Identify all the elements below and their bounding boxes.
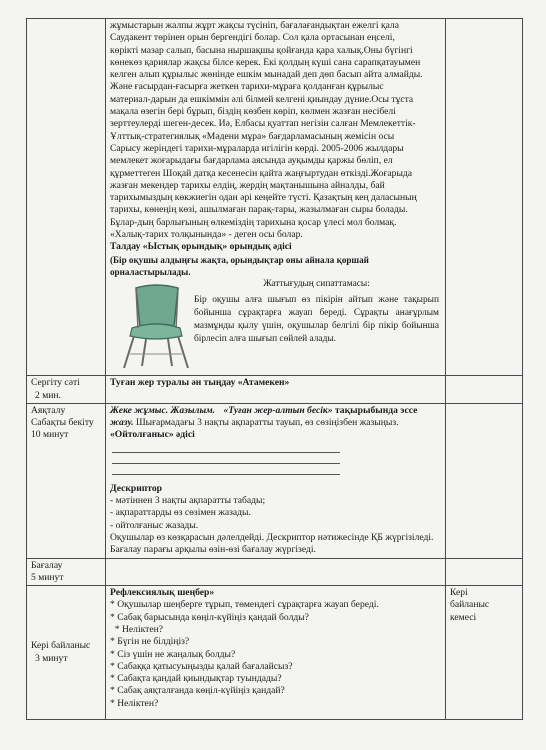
descriptor-item: - ойтолғаныс жазады.	[110, 519, 199, 531]
answer-line	[112, 442, 340, 453]
intro-line: көрікті мазар салып, басына ныршақшы қойғанда қара халық.Оны бүгінгі	[110, 44, 413, 56]
feedback-item: * Сабақта қандай қиындықтар туындады?	[110, 673, 282, 685]
task-line2-prefix: жазу.	[110, 417, 134, 429]
resource-cell-empty	[446, 376, 523, 404]
table-row-bagalau	[27, 558, 523, 586]
intro-paragraph	[110, 20, 441, 241]
resource-cell-empty	[446, 19, 523, 376]
stage-feedback	[27, 586, 106, 720]
stage-label: Сергіту сәті	[31, 377, 80, 389]
task-suffix: тақырыбында эссе	[334, 404, 418, 416]
intro-line: Ұлттық-стратегиялық «Мәдени мұра» бағдарламасының жемісін осы	[110, 130, 395, 142]
feedback-items	[110, 599, 441, 710]
feedback-content	[106, 586, 446, 720]
stage-bagalau	[27, 558, 106, 586]
intro-line: зерттеулерді шеген-десек. Иә, Елбасы қуаттап негізін салған Мемлекеттік-	[110, 118, 416, 130]
method-title: «Ойтолғаныс» әдісі	[110, 429, 195, 441]
resource-cell-empty	[446, 558, 523, 586]
table-row-feedback	[27, 586, 523, 720]
descriptor-item: - ақпараттарды өз сөзімен жазады.	[110, 507, 251, 519]
stage-label: Аяқталу	[31, 404, 66, 416]
stage-label: Кері байланыс	[31, 640, 91, 652]
intro-line: мемлекет жоғарыдағы бағдарлама аясында ауқымды қаржы бөліп, ел	[110, 155, 393, 167]
stage-time: 5 минут	[31, 571, 64, 583]
intro-line: жұмыстарын жалпы жұрт жақсы түсініп, бағалағандықтан ежелгі қала	[110, 20, 399, 31]
table-row-reading	[27, 19, 523, 376]
intro-line: «Халық-тарих толқынында» - деген осы болар.	[110, 229, 303, 241]
feedback-item: * Неліктен?	[110, 623, 164, 635]
table-row-sergitu	[27, 376, 523, 404]
aqtalu-content	[106, 403, 446, 558]
intro-line: материал-дарын да ешкіммін әлі білмей келгені қиындау дүние.Осы тұста	[110, 93, 414, 105]
feedback-item: * Сабаққа қатысуыңызды қалай бағалайсыз?	[110, 660, 293, 672]
taldau-sub: (Бір оқушы алдыңғы жақта, орындықтар оны айнала қоршай орналастырылады.	[110, 254, 369, 277]
intro-line: құрметтеген Шоқай датқа кесенесін қайта жаңғыртудан өткізді.Жоғарыда	[110, 167, 413, 179]
resource-label: кемесі	[450, 611, 477, 623]
reading-content	[106, 19, 446, 376]
intro-line: келген алып құрылыс жөнінде ешкім мынадай деп дөп басып айта алмайды.	[110, 69, 423, 81]
feedback-item: * Сабақ барысында көңіл-күйіңіз қандай болды?	[110, 611, 309, 623]
stage-time: 3 минут	[35, 652, 68, 664]
stage-cell-empty	[27, 19, 106, 376]
intro-line: тарихымыздың көкжиегін одан әрі кеңейте түсті. Қазақтың кең даласының	[110, 192, 417, 204]
feedback-item: * Оқушылар шеңберге тұрып, төмендегі сұрақтарға жауап береді.	[110, 599, 379, 611]
lesson-plan-table	[26, 18, 523, 720]
exercise-header: Жаттығудың сипаттамасы:	[263, 279, 370, 290]
resource-feedback	[446, 586, 523, 720]
stage-time: 2 мин.	[35, 389, 61, 401]
descriptor-item: - мәтіннен 3 нақты ақпаратты табады;	[110, 495, 266, 507]
table-row-aqtalu	[27, 403, 523, 558]
exercise-text: Бір оқушы алға шығып өз пікірін айтып және тақырып бойынша сұрақтарға жауап береді. Сұрақты анағұрлым мазмұнды қылу үшін, оқушылар белгілі бір пікір бойынша бірлесіп алға шығып сөйлей алады.	[194, 295, 439, 345]
task-line2: Шығармадағы 3 нақты ақпаратты тауып, өз сөзіңізбен жазыңыз.	[133, 417, 399, 429]
answer-line	[112, 464, 340, 475]
intro-line: Саудакент төрінен орын бергендігі болар. Сол қала ортасынан еңселі,	[110, 32, 395, 44]
task-prefix: Жеке жұмыс. Жазылым.	[110, 404, 216, 416]
stage-label: Бағалау	[31, 559, 63, 571]
taldau-title: Талдау «Ыстық орындық» орындық әдісі	[110, 241, 292, 253]
feedback-item: * Неліктен?	[110, 697, 159, 709]
feedback-title: Рефлексиялық шеңбер»	[110, 587, 215, 599]
intro-line: Және ғасырдан-ғасырға жеткен тарихи-мұраға қолданған құрылыс	[110, 81, 384, 93]
descriptor-title: Дескриптор	[110, 482, 162, 494]
intro-line: жазған мекендер тарихы елдің, жердің мақтанышына айналды, бай	[110, 179, 385, 191]
feedback-item: * Сіз үшін не жаңалық болды?	[110, 648, 236, 660]
bagalau-content	[106, 558, 446, 586]
intro-line: тарихы, көнеңің көзі, ашылмаған парақ-тары, жазылмаған сыры болады.	[110, 204, 408, 216]
stage-label: Сабақты бекіту	[31, 417, 94, 429]
task-title: «Туған жер-алтын бесік»	[223, 404, 333, 416]
intro-line: көнекөз қариялар жақсы білсе керек. Екі қолдың күші сана сарапқатауымен	[110, 56, 421, 68]
stage-aqtalu	[27, 403, 106, 558]
resource-cell-empty	[446, 403, 523, 558]
answer-line	[112, 453, 340, 464]
stage-time: 10 минут	[31, 429, 69, 441]
closing-text: Оқушылар өз көзқарасын дәлелдейді. Дескриптор нәтижесінде ҚБ жүргізіледі. Бағалау парағы арқылы өзін-өзі бағалау жүргізеді.	[110, 531, 434, 556]
resource-label: Кері	[450, 587, 468, 599]
intro-line: Сарысу жеріндегі тарихи-мұраларда игілігін көрді. 2005-2006 жылдары	[110, 142, 404, 154]
chair-image	[116, 282, 194, 370]
intro-line: Бұлар-дың барлығының өлкеміздің тарихына қосар үлесі мол болмақ.	[110, 216, 397, 228]
feedback-item: * Бүгін не білдіңіз?	[110, 636, 190, 648]
resource-label: байланыс	[450, 599, 490, 611]
feedback-item: * Сабақ аяқталғанда көңіл-күйіңіз қандай?	[110, 685, 285, 697]
exercise-block	[110, 278, 441, 374]
sergitu-content: Туған жер туралы ән тыңдау «Атамекен»	[106, 376, 446, 404]
intro-line: мақала өзегін бері бұрып, біздің көзбен көріп, көлмен жазған несібелі	[110, 106, 396, 118]
stage-sergitu	[27, 376, 106, 404]
